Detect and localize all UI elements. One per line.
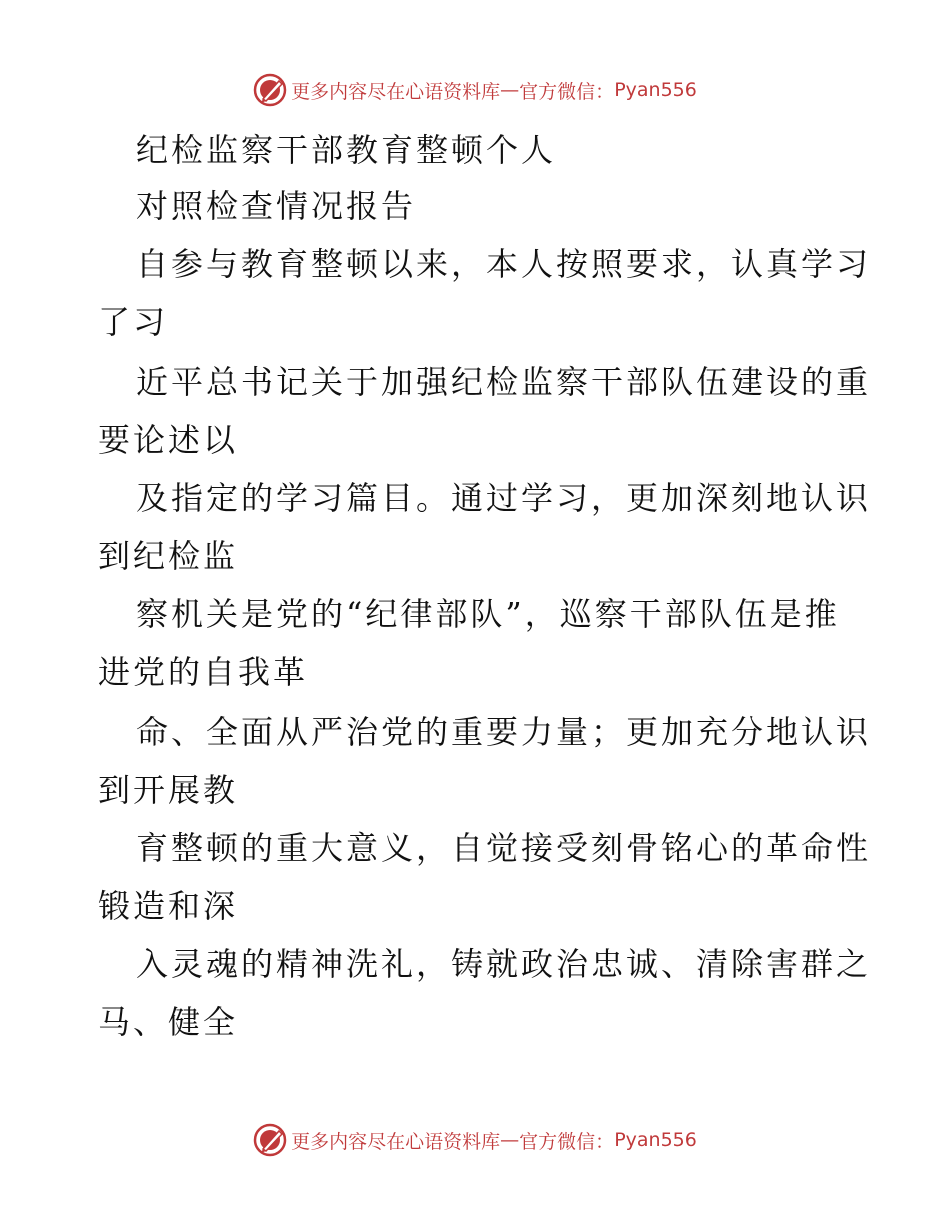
header-watermark	[0, 70, 950, 110]
footer-watermark	[0, 1120, 950, 1160]
watermark-brand: 更多内容尽在心语资料库	[291, 80, 501, 103]
doc-line: 对照检查情况报告	[136, 187, 417, 225]
doc-line: 到纪检监	[98, 537, 239, 575]
doc-line: 育整顿的重大意义，自觉接受刻骨铭心的革命性	[136, 829, 872, 867]
watermark-account-label: 官方微信：	[519, 80, 615, 103]
watermark-account-id: Pyan556	[614, 1129, 697, 1151]
doc-line: 马、健全	[98, 1003, 239, 1041]
doc-line: 近平总书记关于加强纪检监察干部队伍建设的重	[136, 363, 872, 401]
pen-logo-icon	[253, 73, 287, 107]
pen-logo-icon	[253, 1123, 287, 1157]
watermark-brand: 更多内容尽在心语资料库	[291, 1130, 501, 1153]
doc-line: 入灵魂的精神洗礼，铸就政治忠诚、清除害群之	[136, 945, 872, 983]
watermark-dash: —	[500, 79, 520, 101]
doc-line: 察机关是党的“纪律部队”，巡察干部队伍是推	[136, 595, 840, 633]
watermark-account-label: 官方微信：	[519, 1130, 615, 1153]
doc-line: 了习	[98, 303, 169, 341]
doc-line: 自参与教育整顿以来，本人按照要求，认真学习	[136, 245, 872, 283]
doc-line: 命、全面从严治党的重要力量；更加充分地认识	[136, 713, 872, 751]
watermark-account-id: Pyan556	[614, 79, 697, 101]
doc-line: 到开展教	[98, 771, 239, 809]
doc-line: 要论述以	[98, 421, 239, 459]
doc-line: 进党的自我革	[98, 653, 309, 691]
doc-line: 及指定的学习篇目。通过学习，更加深刻地认识	[136, 479, 872, 517]
doc-line: 纪检监察干部教育整顿个人	[136, 131, 557, 169]
doc-line: 锻造和深	[98, 887, 239, 925]
watermark-dash: —	[500, 1129, 520, 1151]
